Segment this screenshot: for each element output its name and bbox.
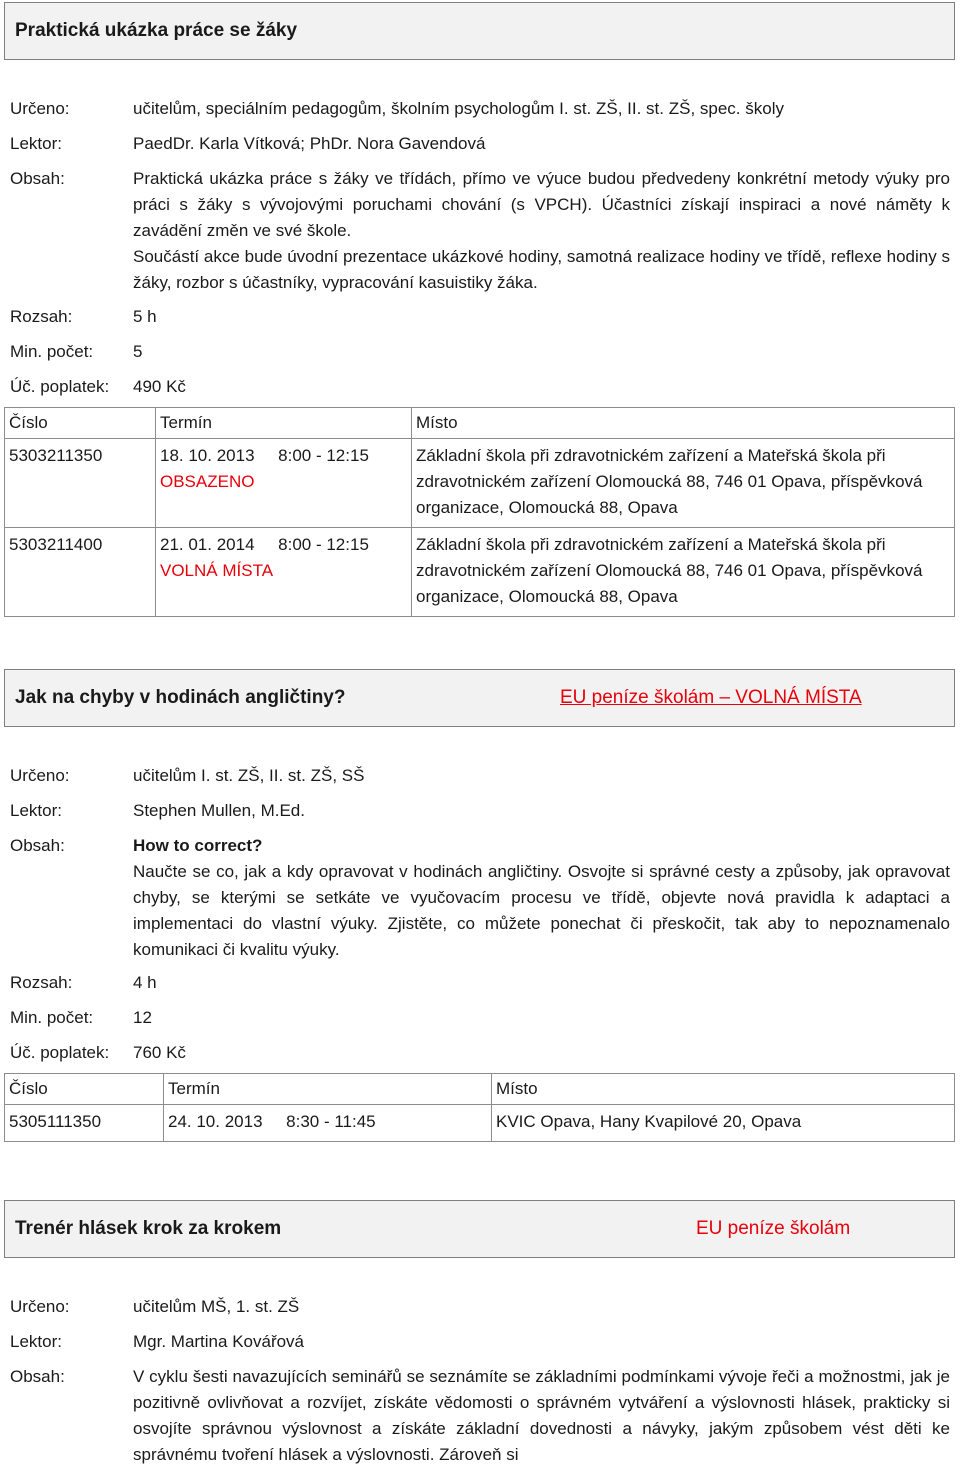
- urceno-label: Určeno:: [10, 766, 70, 785]
- course1-obsah-p2: Součástí akce bude úvodní prezentace ukázkové hodiny, samotná realizace hodiny ve třídě, reflexe hodiny s žáky, rozbor s účastníky, vypracování kasuistiky žáka.: [133, 247, 950, 292]
- course2-lektor: Stephen Mullen, M.Ed.: [133, 801, 305, 820]
- col-termin-header: Termín: [164, 1074, 492, 1105]
- table-header-row: [5, 408, 955, 439]
- term-termin: [156, 439, 412, 528]
- col-cislo-header: Číslo: [5, 1074, 164, 1105]
- course1-poplatek: 490 Kč: [133, 377, 186, 396]
- course2-header: [4, 669, 955, 727]
- term-termin: [156, 528, 412, 617]
- table-row: [5, 528, 955, 617]
- course1-lektor: PaedDr. Karla Vítková; PhDr. Nora Gavendová: [133, 134, 486, 153]
- term-termin: [164, 1105, 492, 1142]
- course1-obsah: [133, 166, 950, 296]
- course3-header: [4, 1200, 955, 1258]
- course3-obsah: V cyklu šesti navazujících seminářů se seznámíte se základními podmínkami vývoje řeči a možnostmi, jak je pozitivně ovlivňovat a rozvíjet, získáte vědomosti o správném vytváření a výslovnosti hlásek, prakticky si osvojíte správnou výslovnost a získáte základní dovednosti a návyky, jakým způsobem vést děti ke správnému tvoření hlásek a výslovnosti. Zároveň si: [133, 1367, 950, 1464]
- term-status: OBSAZENO: [160, 472, 255, 491]
- course2-eu-badge: EU peníze školám – VOLNÁ MÍSTA: [560, 687, 862, 708]
- rozsah-label: Rozsah:: [10, 307, 73, 326]
- term-misto: Základní škola při zdravotnickém zařízení a Mateřská škola při zdravotnickém zařízení Olomoucká 88, 746 01 Opava, příspěvková organizace, Olomoucká 88, Opava: [412, 528, 955, 617]
- term-datum: 21. 01. 2014: [160, 535, 255, 554]
- course2-schedule-table: [4, 1073, 955, 1142]
- course2-obsah-p1: Naučte se co, jak a kdy opravovat v hodinách angličtiny. Osvojte si správné cesty a způsoby, jak opravovat chyby, se kterými se setkáte ve vyučovacím procesu ve třídě, objevte nová pravidla k adaptaci a implementaci do vlastní výuky. Zjistěte, co můžete ponechat či přeskočit, tak aby to nepoznamenalo komunikaci či kvalitu výuky.: [133, 862, 950, 959]
- obsah-label: Obsah:: [10, 169, 65, 188]
- col-cislo-header: Číslo: [5, 408, 156, 439]
- urceno-label: Určeno:: [10, 1297, 70, 1316]
- term-cislo: 5303211400: [5, 528, 156, 617]
- course1-title: Praktická ukázka práce se žáky: [15, 20, 298, 41]
- course1-rozsah: 5 h: [133, 307, 157, 326]
- col-termin-header: Termín: [156, 408, 412, 439]
- term-cislo: 5305111350: [5, 1105, 164, 1142]
- term-misto: KVIC Opava, Hany Kvapilové 20, Opava: [492, 1105, 955, 1142]
- term-misto: Základní škola při zdravotnickém zařízení a Mateřská škola při zdravotnickém zařízení Olomoucká 88, 746 01 Opava, příspěvková organizace, Olomoucká 88, Opava: [412, 439, 955, 528]
- course1-urceno: učitelům, speciálním pedagogům, školním psychologům I. st. ZŠ, II. st. ZŠ, spec. školy: [133, 99, 784, 118]
- term-cislo: 5303211350: [5, 439, 156, 528]
- course3-lektor: Mgr. Martina Kovářová: [133, 1332, 305, 1351]
- urceno-label: Určeno:: [10, 99, 70, 118]
- obsah-label: Obsah:: [10, 1367, 65, 1386]
- poplatek-label: Úč. poplatek:: [10, 377, 110, 396]
- min-pocet-label: Min. počet:: [10, 1008, 94, 1027]
- course2-obsah: [133, 833, 950, 963]
- term-datum: 18. 10. 2013: [160, 446, 255, 465]
- course1-obsah-p1: Praktická ukázka práce s žáky ve třídách, přímo ve výuce budou předvedeny konkrétní metody výuky pro práci s žáky s vývojovými poruchami chování (s VPCH). Účastníci získají inspiraci a nové náměty k zavádění změn ve své škole.: [133, 169, 950, 240]
- course3-urceno: učitelům MŠ, 1. st. ZŠ: [133, 1297, 300, 1316]
- course2-rozsah: 4 h: [133, 973, 157, 992]
- course1-min-pocet: 5: [133, 342, 143, 361]
- course2-obsah-heading: How to correct?: [133, 836, 263, 855]
- term-cas: 8:00 - 12:15: [278, 446, 369, 465]
- col-misto-header: Místo: [492, 1074, 955, 1105]
- course1-header: [4, 2, 955, 60]
- lektor-label: Lektor:: [10, 801, 62, 820]
- min-pocet-label: Min. počet:: [10, 342, 94, 361]
- term-cas: 8:30 - 11:45: [286, 1112, 376, 1131]
- table-header-row: [5, 1074, 955, 1105]
- col-misto-header: Místo: [412, 408, 955, 439]
- course1-schedule-table: [4, 407, 955, 617]
- term-cas: 8:00 - 12:15: [278, 535, 369, 554]
- lektor-label: Lektor:: [10, 134, 62, 153]
- course3-obsah-row: [10, 1364, 950, 1464]
- lektor-label: Lektor:: [10, 1332, 62, 1351]
- course2-poplatek: 760 Kč: [133, 1043, 186, 1062]
- course3-eu-badge: EU peníze školám: [696, 1218, 851, 1239]
- table-row: [5, 1105, 955, 1142]
- course3-title: Trenér hlásek krok za krokem: [15, 1218, 282, 1239]
- table-row: [5, 439, 955, 528]
- course2-title: Jak na chyby v hodinách angličtiny?: [15, 687, 346, 708]
- obsah-label: Obsah:: [10, 836, 65, 855]
- rozsah-label: Rozsah:: [10, 973, 73, 992]
- course2-min-pocet: 12: [133, 1008, 152, 1027]
- course2-urceno: učitelům I. st. ZŠ, II. st. ZŠ, SŠ: [133, 766, 365, 785]
- term-status: VOLNÁ MÍSTA: [160, 561, 274, 580]
- poplatek-label: Úč. poplatek:: [10, 1043, 110, 1062]
- term-datum: 24. 10. 2013: [168, 1112, 263, 1131]
